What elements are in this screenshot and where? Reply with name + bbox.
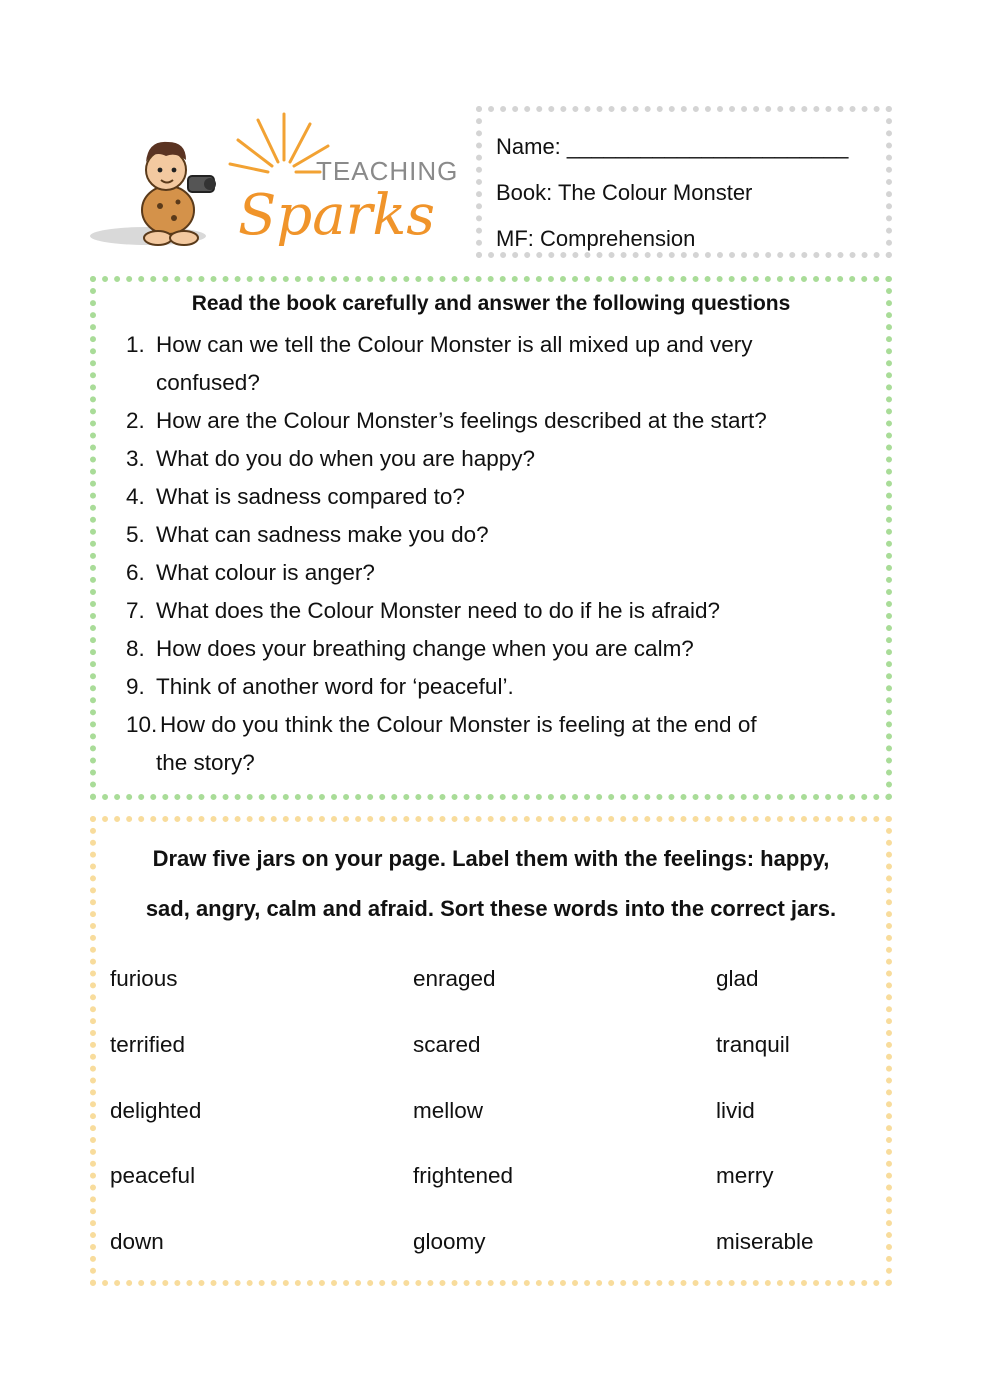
feeling-word: scared	[413, 1032, 481, 1057]
question-text: How can we tell the Colour Monster is all mixed up and very	[156, 332, 753, 357]
question-number: 2.	[126, 408, 145, 433]
sun-rays-icon	[230, 114, 328, 172]
questions-heading: Read the book carefully and answer the following questions	[191, 292, 791, 315]
question-number: 5.	[126, 522, 145, 547]
caveman-mascot-icon	[142, 142, 216, 245]
question-number: 9.	[126, 674, 145, 699]
svg-text:Sparks: Sparks	[238, 183, 436, 248]
feeling-word: tranquil	[716, 1032, 790, 1057]
question-number: 8.	[126, 636, 145, 661]
question-item	[126, 478, 866, 516]
question-text: What is sadness compared to?	[156, 484, 465, 509]
word-sort-box	[90, 816, 892, 1286]
question-text: What does the Colour Monster need to do if he is afraid?	[156, 598, 721, 623]
name-line[interactable]: Name: _______________________	[496, 134, 849, 159]
question-text-continued: the story?	[156, 750, 255, 775]
feeling-word: merry	[716, 1163, 774, 1188]
feeling-word: furious	[110, 966, 178, 991]
question-item	[126, 592, 866, 630]
question-number: 10.	[126, 712, 158, 737]
question-item	[126, 630, 866, 668]
question-item	[126, 440, 866, 478]
question-text: How are the Colour Monster’s feelings described at the start?	[156, 408, 767, 433]
feeling-word: miserable	[716, 1229, 814, 1254]
feeling-word: frightened	[413, 1163, 514, 1188]
feeling-word: delighted	[110, 1098, 202, 1123]
question-text: How does your breathing change when you are calm?	[156, 636, 694, 661]
question-text: How do you think the Colour Monster is feeling at the end of	[160, 712, 757, 737]
feeling-word: mellow	[413, 1098, 484, 1123]
question-number: 7.	[126, 598, 145, 623]
teaching-sparks-logo	[88, 110, 460, 260]
student-info-box	[476, 106, 892, 258]
question-number: 1.	[126, 332, 145, 357]
sort-instructions	[96, 834, 886, 934]
question-number: 3.	[126, 446, 145, 471]
question-item	[126, 668, 866, 706]
feeling-word: livid	[716, 1098, 755, 1123]
questions-list	[126, 326, 866, 782]
question-item	[126, 706, 866, 782]
question-number: 4.	[126, 484, 145, 509]
feeling-word: gloomy	[413, 1229, 486, 1254]
question-item	[126, 402, 866, 440]
question-text: Think of another word for ‘peaceful’.	[156, 674, 514, 699]
question-text-continued: confused?	[156, 370, 260, 395]
book-line: Book: The Colour Monster	[496, 180, 753, 205]
feeling-word: terrified	[110, 1032, 186, 1057]
svg-text:TEACHING: TEACHING	[316, 156, 459, 186]
question-item	[126, 554, 866, 592]
question-text: What do you do when you are happy?	[156, 446, 536, 471]
sort-instruction-line: Draw five jars on your page. Label them with the feelings: happy,	[152, 846, 830, 871]
question-item	[126, 326, 866, 402]
feeling-word: enraged	[413, 966, 496, 991]
sort-instruction-line: sad, angry, calm and afraid. Sort these words into the correct jars.	[145, 896, 837, 921]
question-text: What colour is anger?	[156, 560, 375, 585]
questions-box	[90, 276, 892, 800]
question-number: 6.	[126, 560, 145, 585]
feeling-word: down	[110, 1229, 164, 1254]
mf-line: MF: Comprehension	[496, 226, 696, 251]
feeling-word: glad	[716, 966, 759, 991]
question-text: What can sadness make you do?	[156, 522, 489, 547]
feeling-word: peaceful	[110, 1163, 196, 1188]
question-item	[126, 516, 866, 554]
